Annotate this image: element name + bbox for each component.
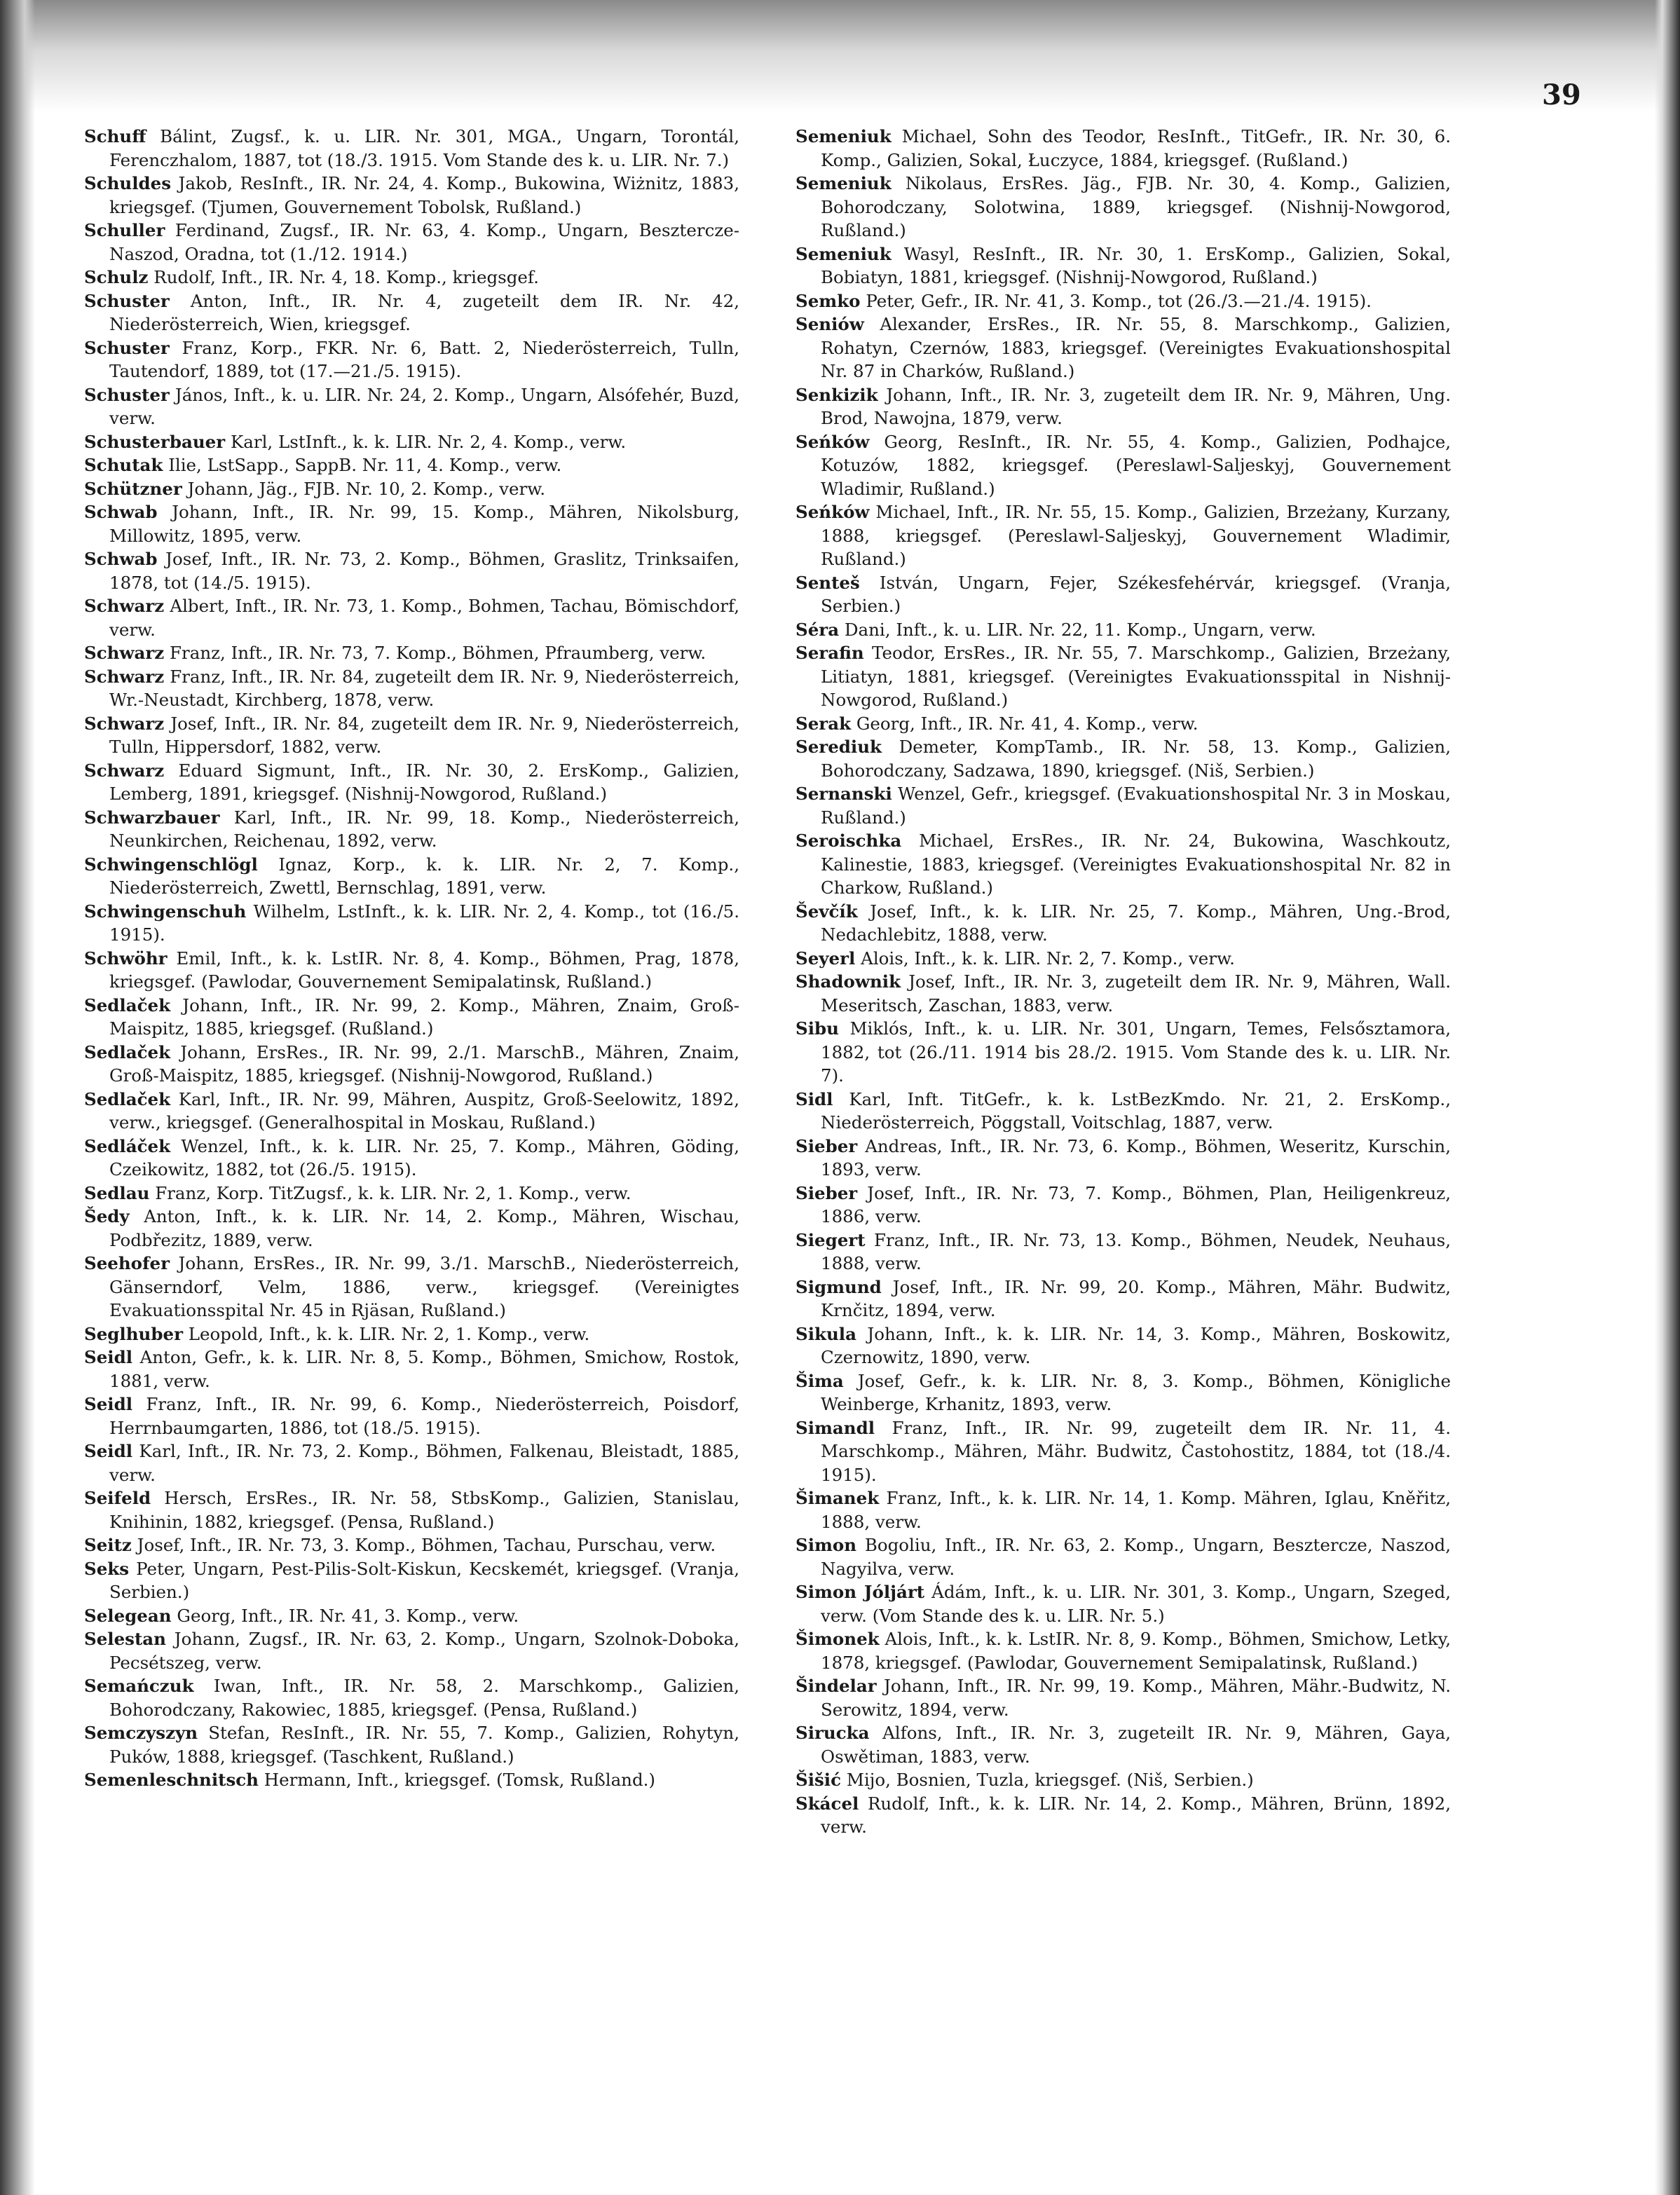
entry-surname: Schuff <box>84 126 146 146</box>
casualty-entry <box>795 829 1451 900</box>
casualty-entry <box>84 1322 739 1346</box>
entry-surname: Sernanski <box>795 784 892 804</box>
entry-surname: Seidl <box>84 1347 133 1367</box>
entry-surname: Serediuk <box>795 737 882 757</box>
entry-details: Hersch, ErsRes., IR. Nr. 58, StbsKomp., Galizien, Stanislau, Knihinin, 1882, kriegsgef. (Pensa, Rußland.) <box>109 1488 740 1532</box>
casualty-entry <box>84 1557 739 1604</box>
entry-surname: Schwarz <box>84 643 165 663</box>
casualty-entry <box>84 806 739 853</box>
casualty-entry <box>84 383 739 430</box>
casualty-entry <box>84 172 739 219</box>
casualty-entry <box>84 219 739 266</box>
entry-details: Johann, Inft., IR. Nr. 99, 15. Komp., Mähren, Nikolsburg, Millowitz, 1895, verw. <box>109 502 739 546</box>
casualty-entry <box>84 853 739 900</box>
entry-details: Ilie, LstSapp., SappB. Nr. 11, 4. Komp., verw. <box>168 455 562 475</box>
entry-surname: Sedlaček <box>84 994 171 1016</box>
casualty-entry <box>84 1135 739 1182</box>
page-left-shadow <box>0 0 35 2195</box>
casualty-entry <box>795 289 1451 313</box>
casualty-entry <box>795 900 1451 947</box>
entry-surname: Sedlaček <box>84 1088 171 1109</box>
entry-surname: Sedlau <box>84 1182 150 1203</box>
casualty-entry <box>795 1276 1451 1322</box>
casualty-entry <box>795 735 1451 782</box>
entry-details: Franz, Korp. TitZugsf., k. k. LIR. Nr. 2, 1. Komp., verw. <box>155 1182 631 1203</box>
entry-surname: Senteš <box>795 572 860 593</box>
entry-details: Bogoliu, Inft., IR. Nr. 63, 2. Komp., Ungarn, Besztercze, Naszod, Nagyilva, verw. <box>821 1535 1451 1579</box>
entry-details: Stefan, ResInft., IR. Nr. 55, 7. Komp., Galizien, Rohytyn, Puków, 1888, kriegsgef. (Taschkent, Rußland.) <box>109 1723 740 1767</box>
entry-details: Karl, Inft., IR. Nr. 73, 2. Komp., Böhmen, Falkenau, Bleistadt, 1885, verw. <box>109 1441 740 1485</box>
entry-details: Peter, Ungarn, Pest-Pilis-Solt-Kiskun, Kecskemét, kriegsgef. (Vranja, Serbien.) <box>109 1558 739 1602</box>
casualty-entry <box>795 1088 1451 1135</box>
entry-details: Georg, ResInft., IR. Nr. 55, 4. Komp., Galizien, Podhajce, Kotuzów, 1882, kriegsgef. (Pereslawl-Saljeskyj, Gouvernement Wladimir, Rußland.) <box>821 431 1451 499</box>
casualty-entry <box>84 994 739 1041</box>
casualty-entry <box>84 1533 739 1557</box>
entry-surname: Seńków <box>795 431 870 452</box>
casualty-entry <box>84 1604 739 1628</box>
entry-surname: Simon Jóljárt <box>795 1582 925 1602</box>
entry-details: Franz, Inft., IR. Nr. 73, 7. Komp., Böhmen, Pfraumberg, verw. <box>170 643 706 663</box>
entry-details: Peter, Gefr., IR. Nr. 41, 3. Komp., tot (26./3.—21./4. 1915). <box>866 290 1372 311</box>
casualty-entry <box>795 1627 1451 1674</box>
entry-surname: Simon <box>795 1535 857 1555</box>
entry-surname: Schützner <box>84 478 182 499</box>
casualty-entry <box>795 1674 1451 1721</box>
casualty-entry <box>795 1229 1451 1276</box>
entry-details: Alois, Inft., k. k. LstIR. Nr. 8, 9. Komp., Böhmen, Smichow, Letky, 1878, kriegsgef. (Pawlodar, Gouvernement Semipalatinsk, Rußland.) <box>821 1629 1451 1673</box>
entry-details: István, Ungarn, Fejer, Székesfehérvár, kriegsgef. (Vranja, Serbien.) <box>821 572 1451 616</box>
entry-details: Anton, Gefr., k. k. LIR. Nr. 8, 5. Komp., Böhmen, Smichow, Rostok, 1881, verw. <box>109 1347 739 1391</box>
casualty-entry <box>84 1674 739 1721</box>
entry-surname: Schutak <box>84 455 163 475</box>
casualty-entry <box>795 242 1451 289</box>
casualty-entry <box>84 289 739 336</box>
entry-details: Franz, Inft., IR. Nr. 84, zugeteilt dem IR. Nr. 9, Niederösterreich, Wr.-Neustadt, Kirchberg, 1878, verw. <box>109 666 740 710</box>
casualty-entry <box>795 1721 1451 1768</box>
entry-details: Alfons, Inft., IR. Nr. 3, zugeteilt IR. Nr. 9, Mähren, Gaya, Oswětiman, 1883, verw. <box>821 1723 1451 1767</box>
entry-details: Karl, Inft. TitGefr., k. k. LstBezKmdo. Nr. 21, 2. ErsKomp., Niederösterreich, Pöggstall, Voitschlag, 1887, verw. <box>821 1088 1451 1133</box>
entry-details: Johann, Inft., k. k. LIR. Nr. 14, 3. Komp., Mähren, Boskowitz, Czernowitz, 1890, verw. <box>821 1323 1451 1367</box>
entry-details: Demeter, KompTamb., IR. Nr. 58, 13. Komp., Galizien, Bohorodczany, Sadzawa, 1890, kriegsgef. (Niš, Serbien.) <box>821 737 1451 781</box>
entry-surname: Serafin <box>795 643 864 663</box>
entry-details: Franz, Inft., IR. Nr. 99, zugeteilt dem IR. Nr. 11, 4. Marschkomp., Mähren, Mähr. Budwitz, Častohostitz, 1884, tot (18./4. 1915). <box>821 1417 1451 1485</box>
entry-surname: Schwarz <box>84 713 165 734</box>
entry-surname: Schwab <box>84 502 158 522</box>
entry-details: Andreas, Inft., IR. Nr. 73, 6. Komp., Böhmen, Weseritz, Kurschin, 1893, verw. <box>821 1135 1451 1179</box>
entry-details: Josef, Inft., k. k. LIR. Nr. 25, 7. Komp., Mähren, Ung.-Brod, Nedachlebitz, 1888, verw. <box>821 901 1451 945</box>
casualty-entry <box>84 1088 739 1135</box>
entry-surname: Ševčík <box>795 901 858 922</box>
casualty-entry <box>84 1486 739 1533</box>
entry-surname: Semańczuk <box>84 1676 194 1696</box>
entry-details: Bálint, Zugsf., k. u. LIR. Nr. 301, MGA., Ungarn, Torontál, Ferenczhalom, 1887, tot (18./3. 1915. Vom Stande des k. u. LIR. Nr. 7.) <box>109 126 739 170</box>
entry-surname: Sedláček <box>84 1135 171 1156</box>
entry-surname: Schwingenschlögl <box>84 854 258 875</box>
casualty-entry <box>795 125 1451 172</box>
entry-details: Josef, Inft., IR. Nr. 73, 3. Komp., Böhmen, Tachau, Purschau, verw. <box>137 1535 716 1555</box>
entry-details: Hermann, Inft., kriegsgef. (Tomsk, Rußland.) <box>264 1770 655 1790</box>
casualty-entry <box>795 1580 1451 1627</box>
entry-surname: Schusterbauer <box>84 431 226 452</box>
casualty-entry <box>84 712 739 759</box>
entry-details: Franz, Inft., IR. Nr. 99, 6. Komp., Niederösterreich, Poisdorf, Herrnbaumgarten, 1886, tot (18./5. 1915). <box>109 1394 739 1438</box>
casualty-entry <box>795 1768 1451 1792</box>
casualty-entry <box>795 383 1451 430</box>
entry-surname: Schuster <box>84 337 170 358</box>
entry-details: Johann, ErsRes., IR. Nr. 99, 2./1. MarschB., Mähren, Znaim, Groß-Maispitz, 1885, kriegsgef. (Nishnij-Nowgorod, Rußland.) <box>109 1041 739 1086</box>
entry-details: Karl, Inft., IR. Nr. 99, Mähren, Auspitz, Groß-Seelowitz, 1892, verw., kriegsgef. (Generalhospital in Moskau, Rußland.) <box>109 1088 739 1133</box>
casualty-entry <box>84 900 739 947</box>
casualty-entry <box>84 947 739 994</box>
casualty-entry <box>795 1182 1451 1229</box>
entry-surname: Schwarz <box>84 596 165 616</box>
entry-surname: Šimonek <box>795 1629 880 1649</box>
entry-details: Franz, Korp., FKR. Nr. 6, Batt. 2, Niederösterreich, Tulln, Tautendorf, 1889, tot (17.—21./5. 1915). <box>109 337 740 381</box>
entry-details: Johann, Zugsf., IR. Nr. 63, 2. Komp., Ungarn, Szolnok-Doboka, Pecsétszeg, verw. <box>109 1629 739 1673</box>
casualty-entry <box>795 782 1451 829</box>
entry-details: Karl, Inft., IR. Nr. 99, 18. Komp., Niederösterreich, Neunkirchen, Reichenau, 1892, verw. <box>109 807 739 851</box>
casualty-entry <box>795 1533 1451 1580</box>
entry-surname: Sieber <box>795 1182 858 1203</box>
entry-details: Franz, Inft., k. k. LIR. Nr. 14, 1. Komp. Mähren, Iglau, Kněřitz, 1888, verw. <box>821 1488 1451 1532</box>
casualty-entry <box>795 618 1451 642</box>
entry-details: Josef, Inft., IR. Nr. 73, 7. Komp., Böhmen, Plan, Heiligenkreuz, 1886, verw. <box>821 1182 1451 1226</box>
entry-surname: Schwingenschuh <box>84 901 247 922</box>
entry-details: Alexander, ErsRes., IR. Nr. 55, 8. Marschkomp., Galizien, Rohatyn, Czernów, 1883, kriegsgef. (Vereinigtes Evakuationshospital Nr. 87 in Charków, Rußland.) <box>821 314 1451 381</box>
entry-surname: Šišić <box>795 1770 842 1790</box>
entry-details: Josef, Inft., IR. Nr. 73, 2. Komp., Böhmen, Graslitz, Trinksaifen, 1878, tot (14./5. 1915). <box>109 549 739 593</box>
casualty-entry <box>84 1252 739 1322</box>
entry-surname: Schulz <box>84 267 149 287</box>
casualty-entry <box>84 1346 739 1393</box>
entry-surname: Seglhuber <box>84 1323 183 1344</box>
casualty-entry <box>84 641 739 665</box>
entry-details: Ferdinand, Zugsf., IR. Nr. 63, 4. Komp., Ungarn, Besztercze-Naszod, Oradna, tot (1./12. 1914.) <box>109 220 740 264</box>
entry-surname: Senkizik <box>795 384 878 405</box>
entry-details: Ádám, Inft., k. u. LIR. Nr. 301, 3. Komp., Ungarn, Szeged, verw. (Vom Stande des k. u. LIR. Nr. 5.) <box>821 1582 1451 1626</box>
casualty-entry <box>84 1721 739 1768</box>
entry-surname: Seifeld <box>84 1488 151 1508</box>
entry-surname: Seidl <box>84 1441 133 1461</box>
entry-details: Rudolf, Inft., IR. Nr. 4, 18. Komp., kriegsgef. <box>153 267 539 287</box>
entry-details: Johann, Jäg., FJB. Nr. 10, 2. Komp., verw. <box>187 478 546 499</box>
entry-surname: Schwarzbauer <box>84 807 220 828</box>
entry-surname: Sedlaček <box>84 1041 171 1062</box>
casualty-entry <box>84 1627 739 1674</box>
casualty-entry <box>795 970 1451 1017</box>
casualty-entry <box>84 453 739 477</box>
entry-details: Michael, Inft., IR. Nr. 55, 15. Komp., Galizien, Brzeżany, Kurzany, 1888, kriegsgef. (Pereslawl-Saljeskyj, Gouvernement Wladimir, Rußland.) <box>821 502 1451 569</box>
page-right-shadow <box>1655 0 1680 2195</box>
entry-details: Rudolf, Inft., k. k. LIR. Nr. 14, 2. Komp., Mähren, Brünn, 1892, verw. <box>821 1793 1451 1837</box>
entry-details: Wenzel, Gefr., kriegsgef. (Evakuationshospital Nr. 3 in Moskau, Rußland.) <box>821 784 1451 828</box>
entry-surname: Seńków <box>795 502 870 522</box>
entry-details: Wilhelm, LstInft., k. k. LIR. Nr. 2, 4. Komp., tot (16./5. 1915). <box>109 901 739 945</box>
entry-surname: Semczyszyn <box>84 1723 198 1743</box>
entry-details: Anton, Inft., IR. Nr. 4, zugeteilt dem IR. Nr. 42, Niederösterreich, Wien, kriegsgef. <box>109 290 739 334</box>
casualty-entry <box>84 266 739 289</box>
entry-surname: Siegert <box>795 1229 866 1250</box>
entry-details: Mijo, Bosnien, Tuzla, kriegsgef. (Niš, Serbien.) <box>846 1770 1254 1790</box>
entry-details: Emil, Inft., k. k. LstIR. Nr. 8, 4. Komp., Böhmen, Prag, 1878, kriegsgef. (Pawlodar, Gouvernement Semipalatinsk, Rußland.) <box>109 948 739 992</box>
casualty-entry <box>795 947 1451 971</box>
entry-surname: Seitz <box>84 1535 132 1555</box>
entry-details: Wenzel, Inft., k. k. LIR. Nr. 25, 7. Komp., Mähren, Göding, Czeikowitz, 1882, tot (26./5. 1915). <box>109 1135 739 1179</box>
casualty-entry <box>84 547 739 594</box>
entry-details: Teodor, ErsRes., IR. Nr. 55, 7. Marschkomp., Galizien, Brzeżany, Litiatyn, 1881, kriegsgef. (Vereinigtes Evakuationsspital in Nishnij-Nowgorod, Rußland.) <box>821 643 1451 710</box>
entry-details: Josef, Gefr., k. k. LIR. Nr. 8, 3. Komp., Böhmen, Königliche Weinberge, Krhanitz, 1893, verw. <box>821 1370 1451 1414</box>
casualty-entry <box>795 1486 1451 1533</box>
entry-details: Jakob, ResInft., IR. Nr. 24, 4. Komp., Bukowina, Wiżnitz, 1883, kriegsgef. (Tjumen, Gouvernement Tobolsk, Rußland.) <box>109 173 739 217</box>
entry-surname: Seroischka <box>795 830 902 851</box>
casualty-entry <box>795 1322 1451 1369</box>
entry-surname: Schwarz <box>84 666 165 687</box>
casualty-entry <box>84 594 739 641</box>
entry-surname: Šedy <box>84 1206 130 1226</box>
casualty-entry <box>84 1041 739 1088</box>
entry-surname: Seks <box>84 1558 130 1579</box>
entry-surname: Seidl <box>84 1394 133 1414</box>
entry-details: Johann, Inft., IR. Nr. 99, 2. Komp., Mähren, Znaim, Groß-Maispitz, 1885, kriegsgef. (Rußland.) <box>109 994 739 1039</box>
entry-surname: Schuster <box>84 290 170 311</box>
page-number: 39 <box>1542 78 1581 111</box>
entry-details: Miklós, Inft., k. u. LIR. Nr. 301, Ungarn, Temes, Felsősztamora, 1882, tot (26./11. 1914 bis 28./2. 1915. Vom Stande des k. u. LIR. Nr. 7). <box>821 1018 1451 1086</box>
casualty-entry <box>84 336 739 383</box>
entry-surname: Šimanek <box>795 1488 880 1508</box>
entry-details: Michael, Sohn des Teodor, ResInft., TitGefr., IR. Nr. 30, 6. Komp., Galizien, Sokal, Łuczyce, 1884, kriegsgef. (Rußland.) <box>821 126 1451 170</box>
entry-surname: Sidl <box>795 1088 833 1109</box>
casualty-entry <box>84 1768 739 1792</box>
entry-details: Leopold, Inft., k. k. LIR. Nr. 2, 1. Komp., verw. <box>188 1323 590 1344</box>
entry-surname: Sibu <box>795 1018 839 1039</box>
entry-surname: Sieber <box>795 1135 858 1156</box>
entry-surname: Schuller <box>84 220 165 240</box>
entry-surname: Séra <box>795 619 840 640</box>
casualty-entry <box>795 1792 1451 1839</box>
entry-details: Eduard Sigmunt, Inft., IR. Nr. 30, 2. ErsKomp., Galizien, Lemberg, 1891, kriegsgef. (Nishnij-Nowgorod, Rußland.) <box>109 760 739 804</box>
entry-surname: Schwab <box>84 549 158 569</box>
entry-details: Johann, ErsRes., IR. Nr. 99, 3./1. MarschB., Niederösterreich, Gänserndorf, Velm, 1886, verw., kriegsgef. (Vereinigtes Evakuationsspital Nr. 45 in Rjäsan, Rußland.) <box>109 1253 739 1320</box>
entry-details: Josef, Inft., IR. Nr. 84, zugeteilt dem IR. Nr. 9, Niederösterreich, Tulln, Hippersdorf, 1882, verw. <box>109 713 739 757</box>
casualty-entry <box>84 500 739 547</box>
entry-surname: Simandl <box>795 1417 875 1438</box>
entry-surname: Shadownik <box>795 971 901 992</box>
entry-surname: Schuster <box>84 384 170 405</box>
entry-surname: Seyerl <box>795 948 856 969</box>
casualty-entry <box>795 712 1451 736</box>
entry-details: Michael, ErsRes., IR. Nr. 24, Bukowina, Waschkoutz, Kalinestie, 1883, kriegsgef. (Vereinigtes Evakuationshospital Nr. 82 in Charkow, Rußland.) <box>821 830 1451 898</box>
entry-details: Franz, Inft., IR. Nr. 73, 13. Komp., Böhmen, Neudek, Neuhaus, 1888, verw. <box>821 1229 1451 1273</box>
entry-details: Ignaz, Korp., k. k. LIR. Nr. 2, 7. Komp., Niederösterreich, Zwettl, Bernschlag, 1891, verw. <box>109 854 739 898</box>
entry-details: Wasyl, ResInft., IR. Nr. 30, 1. ErsKomp., Galizien, Sokal, Bobiatyn, 1881, kriegsgef. (Nishnij-Nowgorod, Rußland.) <box>821 243 1451 287</box>
entry-details: Josef, Inft., IR. Nr. 99, 20. Komp., Mähren, Mähr. Budwitz, Krnčitz, 1894, verw. <box>821 1276 1451 1320</box>
casualty-entry <box>795 641 1451 712</box>
entry-details: Johann, Inft., IR. Nr. 3, zugeteilt dem IR. Nr. 9, Mähren, Ung. Brod, Nawojna, 1879, verw. <box>821 384 1451 428</box>
entry-surname: Skácel <box>795 1793 859 1814</box>
entry-surname: Selegean <box>84 1605 172 1626</box>
casualty-entry <box>795 1416 1451 1487</box>
right-column <box>795 125 1451 1839</box>
entry-surname: Selestan <box>84 1629 166 1649</box>
casualty-entry <box>795 1017 1451 1088</box>
entry-surname: Sirucka <box>795 1723 870 1743</box>
entry-surname: Semenleschnitsch <box>84 1770 259 1790</box>
entry-surname: Schuldes <box>84 173 172 193</box>
entry-surname: Šima <box>795 1370 844 1391</box>
entry-surname: Seehofer <box>84 1253 170 1273</box>
entry-details: János, Inft., k. u. LIR. Nr. 24, 2. Komp., Ungarn, Alsófehér, Buzd, verw. <box>109 384 739 428</box>
entry-surname: Schwöhr <box>84 948 168 969</box>
page-top-shadow <box>0 0 1680 112</box>
entry-details: Iwan, Inft., IR. Nr. 58, 2. Marschkomp., Galizien, Bohorodczany, Rakowiec, 1885, kriegsgef. (Pensa, Rußland.) <box>109 1676 739 1720</box>
entry-surname: Semeniuk <box>795 173 892 193</box>
casualty-entry <box>84 477 739 501</box>
entry-details: Nikolaus, ErsRes. Jäg., FJB. Nr. 30, 4. Komp., Galizien, Bohorodczany, Solotwina, 1889, kriegsgef. (Nishnij-Nowgorod, Rußland.) <box>821 173 1451 240</box>
casualty-entry <box>84 430 739 454</box>
casualty-entry <box>795 430 1451 501</box>
casualty-entry <box>795 1369 1451 1416</box>
casualty-entry <box>795 571 1451 618</box>
entry-details: Albert, Inft., IR. Nr. 73, 1. Komp., Bohmen, Tachau, Bömischdorf, verw. <box>109 596 739 640</box>
entry-details: Georg, Inft., IR. Nr. 41, 3. Komp., verw. <box>177 1605 519 1626</box>
casualty-entry <box>84 665 739 712</box>
entry-surname: Semeniuk <box>795 243 892 264</box>
entry-surname: Seniów <box>795 314 864 334</box>
casualty-entry <box>795 313 1451 383</box>
casualty-entry <box>795 1135 1451 1182</box>
entry-details: Karl, LstInft., k. k. LIR. Nr. 2, 4. Komp., verw. <box>230 431 627 452</box>
casualty-entry <box>795 500 1451 571</box>
entry-surname: Sikula <box>795 1323 856 1344</box>
entry-surname: Sigmund <box>795 1276 882 1297</box>
casualty-entry <box>84 759 739 806</box>
entry-surname: Serak <box>795 713 852 734</box>
entry-details: Josef, Inft., IR. Nr. 3, zugeteilt dem IR. Nr. 9, Mähren, Wall. Meseritsch, Zaschan, 1883, verw. <box>821 971 1451 1016</box>
entry-details: Anton, Inft., k. k. LIR. Nr. 14, 2. Komp., Mähren, Wischau, Podbřezitz, 1889, verw. <box>109 1206 739 1250</box>
entry-details: Georg, Inft., IR. Nr. 41, 4. Komp., verw. <box>856 713 1198 734</box>
entry-surname: Semko <box>795 290 861 311</box>
casualty-entry <box>84 1440 739 1486</box>
entry-details: Dani, Inft., k. u. LIR. Nr. 22, 11. Komp., Ungarn, verw. <box>844 619 1316 640</box>
entry-surname: Šindelar <box>795 1676 877 1696</box>
casualty-entry <box>84 1393 739 1440</box>
casualty-entry <box>84 125 739 172</box>
entry-surname: Semeniuk <box>795 126 892 146</box>
entry-details: Alois, Inft., k. k. LIR. Nr. 2, 7. Komp., verw. <box>861 948 1235 969</box>
casualty-entry <box>84 1205 739 1252</box>
entry-details: Johann, Inft., IR. Nr. 99, 19. Komp., Mähren, Mähr.-Budwitz, N. Serowitz, 1894, verw. <box>821 1676 1451 1720</box>
entry-surname: Schwarz <box>84 760 165 781</box>
casualty-entry <box>795 172 1451 242</box>
casualty-entry <box>84 1182 739 1205</box>
left-column <box>84 125 739 1792</box>
